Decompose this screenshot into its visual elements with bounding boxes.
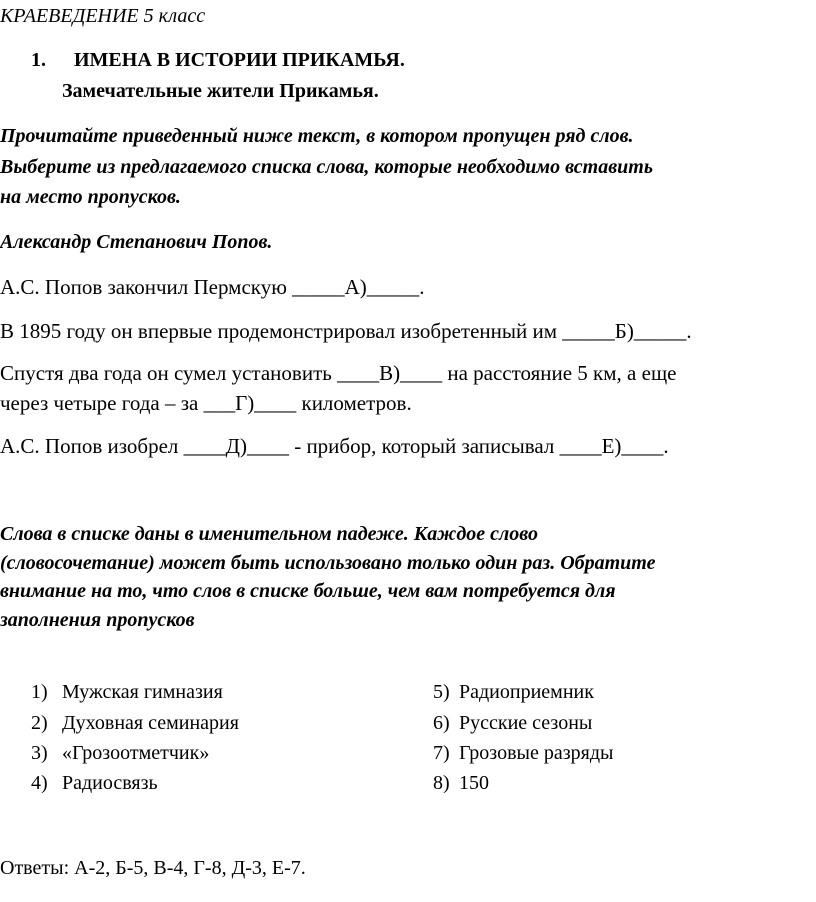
instruction-line: Прочитайте приведенный ниже текст, в котором пропущен ряд слов. xyxy=(0,125,634,147)
option-label: Радиоприемник xyxy=(459,681,594,703)
option-label: Духовная семинария xyxy=(62,712,239,734)
option-number: 1) xyxy=(31,681,48,703)
section-subtitle: Замечательные жители Прикамья. xyxy=(62,80,379,102)
section-number: 1. xyxy=(31,49,46,71)
option-number: 7) xyxy=(433,742,450,764)
text-line: В 1895 году он впервые продемонстрировал изобретенный им _____Б)_____. xyxy=(0,319,692,343)
option-number: 5) xyxy=(433,681,450,703)
section-title: ИМЕНА В ИСТОРИИ ПРИКАМЬЯ. xyxy=(74,49,405,71)
text-line: А.С. Попов закончил Пермскую _____А)_____. xyxy=(0,275,425,299)
instruction-line: Выберите из предлагаемого списка слова, которые необходимо вставить xyxy=(0,156,653,178)
option-label: «Грозоотметчик» xyxy=(62,742,210,764)
person-name: Александр Степанович Попов. xyxy=(0,231,273,253)
option-number: 6) xyxy=(433,712,450,734)
page-header: КРАЕВЕДЕНИЕ 5 класс xyxy=(0,5,206,27)
option-number: 3) xyxy=(31,742,48,764)
option-label: Грозовые разряды xyxy=(459,742,614,764)
text-line: А.С. Попов изобрел ____Д)____ - прибор, который записывал ____Е)____. xyxy=(0,434,669,458)
note-line: внимание на то, что слов в списке больше, чем вам потребуется для xyxy=(0,580,616,602)
option-label: Радиосвязь xyxy=(62,772,158,794)
option-label: 150 xyxy=(459,772,489,794)
option-number: 4) xyxy=(31,772,48,794)
note-line: заполнения пропусков xyxy=(0,609,195,631)
note-line: Слова в списке даны в именительном падеже. Каждое слово xyxy=(0,523,538,545)
instruction-line: на место пропусков. xyxy=(0,186,181,208)
option-number: 2) xyxy=(31,712,48,734)
text-line: через четыре года – за ___Г)____ километров. xyxy=(0,391,412,415)
option-number: 8) xyxy=(433,772,450,794)
note-line: (словосочетание) может быть использовано только один раз. Обратите xyxy=(0,552,656,574)
text-line: Спустя два года он сумел установить ____В)____ на расстояние 5 км, а еще xyxy=(0,361,677,385)
option-label: Русские сезоны xyxy=(459,712,593,734)
answers-line: Ответы: А-2, Б-5, В-4, Г-8, Д-3, Е-7. xyxy=(0,857,306,879)
option-label: Мужская гимназия xyxy=(62,681,223,703)
